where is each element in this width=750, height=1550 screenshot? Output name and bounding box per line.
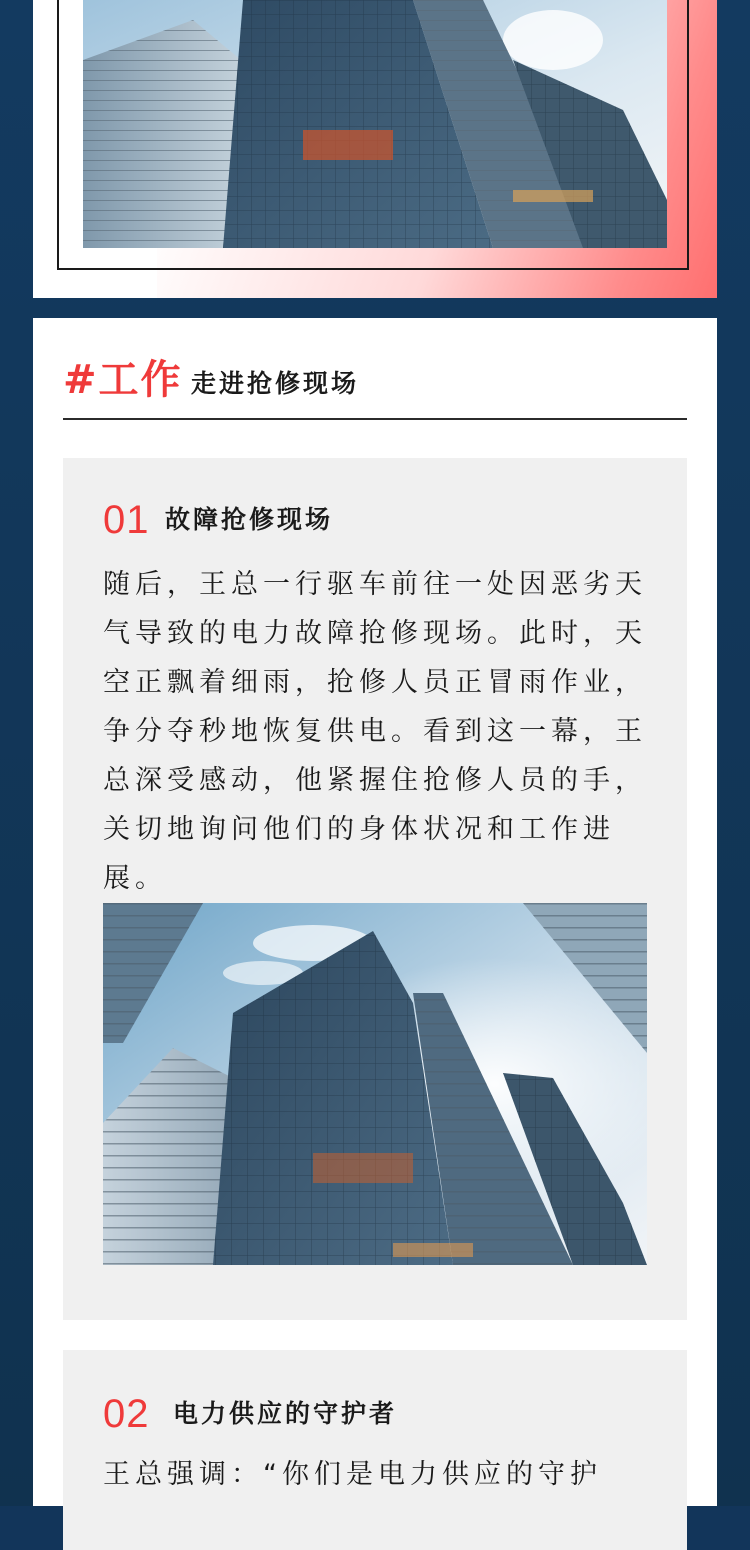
block-title: 电力供应的守护者 bbox=[173, 1399, 398, 1428]
block-number: 02 bbox=[103, 1392, 150, 1436]
skyscraper-image bbox=[103, 903, 647, 1265]
top-photo-card bbox=[33, 0, 717, 298]
content-block-01 bbox=[63, 458, 687, 1320]
section-header bbox=[63, 358, 687, 420]
work-section-card bbox=[33, 318, 717, 1506]
content-block-02 bbox=[63, 1350, 687, 1550]
block-title: 故障抢修现场 bbox=[165, 505, 334, 534]
top-skyscraper-image bbox=[83, 0, 667, 248]
block-number: 01 bbox=[103, 498, 150, 542]
section-subtitle: 走进抢修现场 bbox=[191, 369, 360, 398]
block-paragraph: 随后，王总一行驱车前往一处因恶劣天气导致的电力故障抢修现场。此时，天空正飘着细雨，抢修人员正冒雨作业，争分夺秒地恢复供电。看到这一幕，王总深受感动，他紧握住抢修人员的手，关切地询问他们的身体状况和工作进展。 bbox=[103, 569, 647, 894]
section-hash-title: #工作 bbox=[63, 357, 183, 403]
block-paragraph: 王总强调：“你们是电力供应的守护 bbox=[103, 1459, 602, 1490]
